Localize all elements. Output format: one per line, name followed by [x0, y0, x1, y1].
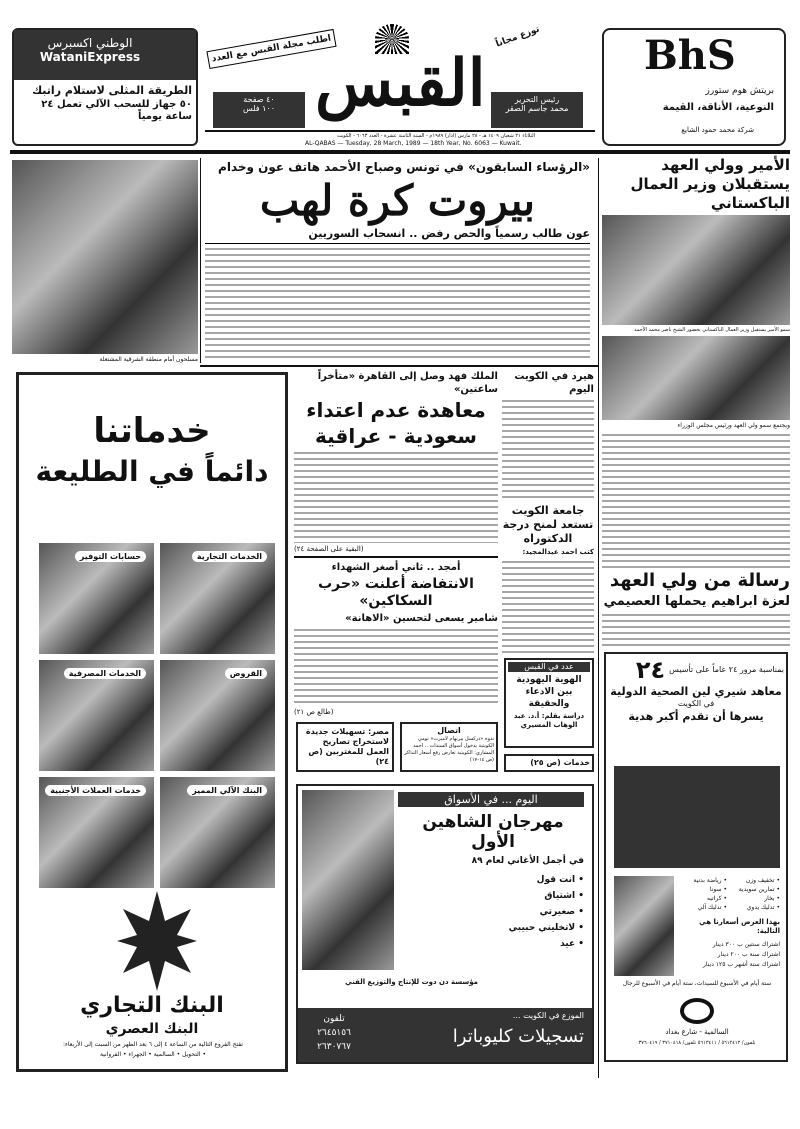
- health-top: [608, 656, 784, 723]
- saudi-body: [294, 450, 498, 543]
- watani-line2: ٥٠ جهاز للسحب الآلي تعمل ٢٤ ساعة يومياً: [41, 99, 192, 122]
- brief-egypt[interactable]: مصر: تسهيلات جديدة لاستخراج تصاريح العمل للمغتربين (ص ٢٤): [296, 722, 394, 772]
- header-rule: [10, 150, 790, 154]
- right-column: [602, 156, 790, 648]
- brief-services[interactable]: خدمات (ص ٢٥): [504, 754, 594, 772]
- bank-tiles: [39, 543, 275, 888]
- feature: • كراتيه: [707, 895, 727, 902]
- health-photo-1: [614, 766, 780, 868]
- feature: • تدليك آلي: [697, 904, 727, 911]
- crown-headline-1: رسالة من ولي العهد: [609, 570, 790, 591]
- phone-label: تلفون: [323, 1014, 345, 1024]
- divider: [205, 130, 595, 132]
- song: • انت قول: [536, 875, 584, 885]
- bank-headline-2: دائماً في الطليعة: [35, 455, 269, 488]
- right-top-headline: الأمير وولي العهد يستقبلان وزير العمال الباكستاني: [630, 156, 790, 212]
- caption-1: سمو الأمير يستقبل وزير العمال الباكستاني بحضور الشيخ ناصر محمد الأحمد: [634, 327, 790, 333]
- intifada-sub: شامير يسعى لتحسين «الاهانة»: [345, 613, 498, 624]
- bank-branches: • التحويل • السالمية • الجهراء • الفروانية: [99, 1051, 207, 1058]
- saudi-headline-2: سعودية - عراقية: [315, 424, 477, 448]
- saudi-story: [294, 370, 498, 554]
- university-body: [502, 559, 594, 654]
- intifada-story: [294, 561, 498, 717]
- sheri-lane-ad: [604, 652, 788, 1062]
- song: • عيد: [560, 939, 584, 949]
- album-cover: [302, 790, 394, 970]
- contact-text: ندوة «دركسل بيرنهام لامبرت» تومي الكويتية بدخول أسواق السندات .. احمد المشاري: الكويتية تعارض رفع أسعار التذاكر (ص ١٤-١٧): [404, 736, 494, 763]
- crown-headline-2: لعزة ابراهيم يحملها العصيمي: [603, 594, 790, 609]
- bank-footer: [23, 1041, 283, 1059]
- offer: بهذا العرض أسعارنا هي التالية:: [699, 918, 780, 935]
- shaheen-festival-ad: [296, 784, 594, 1064]
- feature: • رياضة بدنية: [693, 877, 727, 884]
- feature: • تدليك يدوي: [746, 904, 780, 911]
- health-line3: يسرها أن تقدم أكبر هدية: [628, 710, 764, 723]
- health-place: في الكويت: [677, 699, 715, 708]
- amir-photo: [602, 215, 790, 325]
- study-box[interactable]: [504, 658, 594, 748]
- top-story-photo: [12, 160, 198, 354]
- crown-body: [602, 612, 790, 648]
- festival-title: مهرجان الشاهين الأول: [422, 812, 564, 852]
- study-author: دراسة بقلم: أ.د. عبد الوهاب المسيري: [513, 712, 585, 729]
- tile-label: الخدمات المصرفية: [64, 668, 146, 679]
- tile-label: خدمات العملات الأجنبية: [45, 785, 146, 796]
- feature: • بخار: [764, 895, 780, 902]
- star-logo-icon: [117, 891, 197, 991]
- song: • لاتخليني حبيبي: [508, 923, 584, 933]
- saudi-continued: (البقية على الصفحة ٢٤): [294, 545, 364, 553]
- feature-list: [674, 876, 780, 912]
- watani-text: [18, 84, 192, 142]
- health-photo-2: [614, 876, 674, 976]
- tile: [160, 660, 275, 771]
- feature: • سونا: [709, 886, 727, 893]
- university-headline: جامعة الكويت تستعد لمنح درجة الدكتوراه: [502, 504, 594, 545]
- study-title: الهوية اليهودية بين الادعاء والحقيقة: [516, 675, 582, 709]
- caption-2: ويجتمع سمو ولي العهد ورئيس مجلس الوزراء: [677, 422, 790, 429]
- photo-caption: مسلحون أمام منطقة الشرقية المشتعلة: [99, 356, 198, 363]
- editor-label: رئيس التحرير: [514, 95, 560, 104]
- health-days: ستة أيام في الأسبوع للسيدات، ستة أيام في الأسبوع للرجال: [622, 980, 772, 987]
- tile: [39, 543, 154, 654]
- health-address: السالمية - شارع بغداد: [665, 1028, 729, 1036]
- free-note: توزع مجاناً: [494, 24, 542, 50]
- brief-contact[interactable]: [400, 722, 498, 772]
- festival-subtitle: في أجمل الأغاني لعام ٨٩: [471, 856, 584, 866]
- feature: • تخفيف وزن: [745, 877, 780, 884]
- right-body: [602, 432, 790, 568]
- saudi-kicker: الملك فهد وصل إلى القاهرة «متأخراً ساعتين»: [317, 371, 498, 395]
- health-name: معاهد شيري لين الصحية الدولية: [610, 685, 782, 698]
- divider: [200, 158, 201, 363]
- tile-label: حسابات التوفير: [75, 551, 146, 562]
- song-list: [488, 872, 584, 952]
- top-story: [205, 160, 590, 362]
- phones: [304, 1012, 364, 1054]
- song: • صغيرتي: [539, 907, 584, 917]
- top-subheadline: عون طالب رسمياً والحص رفض .. انسحاب السوريين: [205, 227, 590, 244]
- bhs-name: بريتش هوم ستورز: [705, 86, 774, 96]
- hurd-body: [502, 398, 594, 498]
- top-kicker: «الرؤساء السابقون» في تونس وصباح الأحمد هاتف عون وخدام: [218, 160, 590, 174]
- intifada-kicker: أمجد .. ثاني أصغر الشهداء: [331, 562, 461, 573]
- commercial-bank-ad: [16, 372, 288, 1072]
- watani-line1: الطريقة المثلى لاستلام راتبك: [32, 84, 192, 97]
- tile-label: القروض: [225, 668, 267, 679]
- health-line1-row: [608, 656, 784, 684]
- feature: • تمارين سويدية: [738, 886, 780, 893]
- tile: [39, 777, 154, 888]
- hurd-university-column: [502, 370, 594, 654]
- phone: ٢٦٣٠٧٦٧: [317, 1042, 351, 1052]
- bank-headline-1: خدماتنا: [93, 411, 211, 451]
- health-line1: بمناسبة مرور ٢٤ عاماً على تأسيس: [669, 665, 784, 674]
- intifada-headline: الانتفاضة أعلنت «حرب السكاكين»: [318, 576, 474, 609]
- distributor-bar: [298, 1008, 592, 1062]
- university-byline: كتب احمد عبدالمجيد:: [522, 548, 594, 556]
- watani-name-ar: الوطني اكسبرس: [47, 36, 133, 50]
- tile: [160, 543, 275, 654]
- price-list: [674, 940, 780, 970]
- price-item: اشتراك ستة أشهر ب ١٢٥ دينار: [703, 961, 780, 968]
- intifada-continued: (طالع ص ٢١): [294, 708, 334, 716]
- watani-express-ad: [12, 28, 198, 146]
- top-headline: بيروت كرة لهب: [259, 176, 536, 225]
- crown-prince-photo: [602, 336, 790, 420]
- price-item: اشتراك سنتين ب ٣٠٠ دينار: [712, 941, 780, 948]
- health-phones: تلفون/ ٥٦١٢٤١٢ / ٥٦١٣٤١١ تلفون/ ٣٧١٠٤١٨ / ٣٧٦٠٤١٩: [638, 1040, 756, 1046]
- tile-label: البنك الآلي المميز: [187, 785, 267, 796]
- divider: [200, 365, 598, 367]
- tile: [160, 777, 275, 888]
- divider: [598, 158, 599, 1078]
- bank-name-1: البنك التجاري: [80, 993, 224, 1018]
- tile-label: الخدمات التجارية: [192, 551, 267, 562]
- price-item: اشتراك سنة ب ٢٠٠ دينار: [717, 951, 780, 958]
- hurd-headline: هيرد في الكويت اليوم: [514, 371, 594, 395]
- bank-hours: تفتح الفروع التالية من الساعة ٤ إلى ٦ بعد الظهر من السبت إلى الأربعاء:: [63, 1041, 243, 1048]
- top-story-body: [205, 246, 590, 362]
- price: ١٠٠ فلس: [242, 104, 276, 113]
- masthead: [205, 20, 595, 148]
- pages-count: ٤٠ صفحة: [243, 95, 275, 104]
- books-label: عدد في القبس: [508, 662, 590, 672]
- song: • اشتياق: [544, 891, 584, 901]
- editor-name: محمد جاسم الصقر: [505, 104, 569, 113]
- watani-name-en: WataniExpress: [39, 50, 141, 64]
- distributor-label: الموزع في الكويت ...: [512, 1011, 584, 1020]
- contact-title: اتصال: [437, 726, 461, 735]
- date-english: AL-QABAS — Tuesday, 28 March, 1989 — 18th Year, No. 6063 — Kuwait.: [305, 140, 522, 147]
- health-logo-icon: [680, 998, 714, 1024]
- phone: ٢٦٤٥١٥٦: [317, 1028, 351, 1038]
- market-banner: اليوم ... في الأسواق: [398, 792, 584, 807]
- distributor-name: تسجيلات كليوباترا: [452, 1026, 584, 1047]
- bhs-company: شركة محمد حمود الشايع: [681, 126, 754, 134]
- intifada-body: [294, 627, 498, 706]
- producer: مؤسسة دن دوت للإنتاج والتوزيع الفني: [345, 978, 478, 986]
- editor-box: [491, 92, 583, 128]
- bhs-ad: [602, 28, 786, 146]
- health-number: ٢٤: [635, 656, 666, 684]
- tile: [39, 660, 154, 771]
- divider: [294, 556, 498, 558]
- price-box: [213, 92, 305, 128]
- date-arabic: الثلاثاء ٢١ شعبان ١٤٠٩ هـ - ٢٨ مارس (آذار) ١٩٨٩م - السنة الثامنة عشرة - العدد ٦٠٦٣ - الكويت: [337, 133, 535, 139]
- bhs-tagline: النوعية، الأناقة، القيمة: [662, 102, 774, 113]
- bank-name-2: البنك العصري: [105, 1021, 199, 1037]
- newspaper-title: القبس: [315, 46, 486, 121]
- promo-stamp: اطلب مجلة القبس مع العدد: [206, 29, 336, 69]
- saudi-headline-1: معاهدة عدم اعتداء: [306, 398, 486, 422]
- bhs-logo: BhS: [644, 32, 736, 79]
